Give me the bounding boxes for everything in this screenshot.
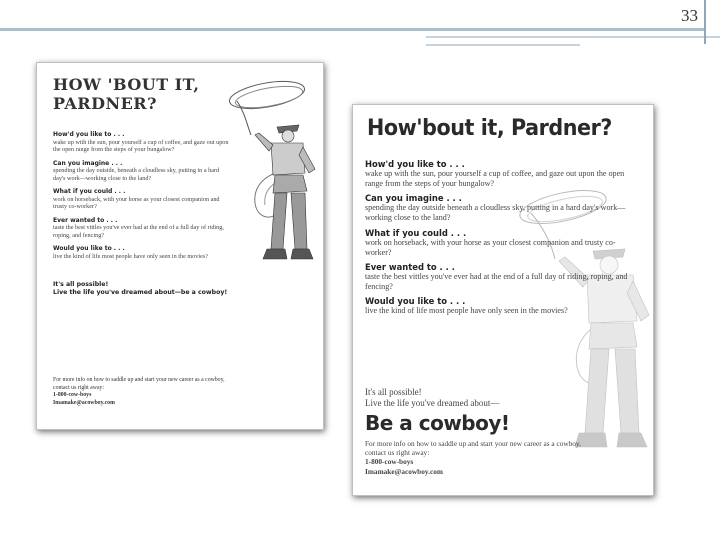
flyer-left-footer-text: For more info on how to saddle up and start your new career as a cowboy, contact us right away: bbox=[53, 377, 225, 391]
flyer-left-q4: Ever wanted to . . . bbox=[53, 216, 118, 224]
flyer-right-a5: live the kind of life most people have only seen in the movies? bbox=[365, 306, 568, 316]
flyer-right-q1: How'd you like to . . . bbox=[365, 159, 465, 169]
flyer-right-q3: What if you could . . . bbox=[365, 227, 467, 238]
header-rule-bottom bbox=[426, 44, 580, 46]
header-rule-top bbox=[0, 28, 706, 31]
flyer-right-cta: Be a cowboy! bbox=[365, 411, 510, 435]
flyer-right-footer-text: For more info on how to saddle up and start your new career as a cowboy, contact us right away: bbox=[365, 439, 581, 458]
flyer-left-q3: What if you could . . . bbox=[53, 188, 126, 195]
flyer-left-q5: Would you like to . . . bbox=[53, 245, 125, 252]
flyer-right-a3: work on horseback, with your horse as your closest companion and trusty co-worker? bbox=[365, 237, 616, 257]
flyer-right-body bbox=[365, 155, 635, 316]
flyer-left bbox=[36, 62, 324, 430]
flyer-right-closing bbox=[365, 387, 565, 409]
flyer-left-email: Imamake@acowboy.com bbox=[53, 399, 115, 406]
flyer-left-body bbox=[53, 125, 233, 260]
flyer-left-a2: spending the day outside, beneath a cloudless sky, putting in a hard day's work—working close to the land? bbox=[53, 167, 220, 182]
flyer-right-q2: Can you imagine . . . bbox=[365, 193, 462, 204]
flyer-right bbox=[352, 104, 654, 496]
header-rule-middle bbox=[426, 36, 720, 38]
flyer-right-phone: 1-800-cow-boys bbox=[365, 457, 414, 467]
flyer-left-phone: 1-800-cow-boys bbox=[53, 392, 92, 398]
flyer-left-title-line1: HOW 'BOUT IT, bbox=[53, 75, 200, 94]
flyer-left-q2: Can you imagine . . . bbox=[53, 159, 123, 167]
flyer-right-title: How'bout it, Pardner? bbox=[367, 115, 612, 141]
flyer-left-a3: work on horseback, with your horse as your closest companion and trusty co-worker? bbox=[53, 195, 220, 210]
flyer-right-email: Imamake@acowboy.com bbox=[365, 466, 443, 476]
flyer-left-footer bbox=[53, 377, 233, 407]
flyer-right-closing-line1: It's all possible! bbox=[365, 387, 422, 397]
flyer-right-footer bbox=[365, 439, 585, 476]
header-vertical-rule bbox=[704, 0, 706, 44]
slide-number: 33 bbox=[681, 6, 698, 25]
flyer-right-a1: wake up with the sun, pour yourself a cup of coffee, and gaze out upon the open range from the steps of your bungalow? bbox=[365, 169, 625, 189]
flyer-left-closing-line2: Live the life you've dreamed about—be a cowboy! bbox=[53, 289, 228, 296]
flyer-right-a4: taste the best vittles you've ever had at the end of a full day of riding, roping, and fencing? bbox=[365, 271, 628, 292]
flyer-right-closing-line2: Live the life you've dreamed about— bbox=[365, 398, 500, 408]
flyer-left-a1: wake up with the sun, pour yourself a cup of coffee, and gaze out upon the open range from the steps of your bungalow? bbox=[53, 138, 229, 153]
flyer-left-closing bbox=[53, 281, 273, 297]
flyer-left-a4: taste the best vittles you've ever had at the end of a full day of riding, roping, and fencing? bbox=[53, 224, 224, 239]
flyer-left-a5: live the kind of life most people have only seen in the movies? bbox=[53, 252, 208, 260]
flyer-right-q5: Would you like to . . . bbox=[365, 296, 466, 307]
flyer-left-closing-line1: It's all possible! bbox=[53, 281, 109, 288]
flyer-right-q4: Ever wanted to . . . bbox=[365, 261, 455, 272]
flyer-right-a2: spending the day outside beneath a cloudless sky, putting in a hard day's work—working close to the land? bbox=[365, 203, 626, 223]
flyer-left-title bbox=[53, 75, 223, 113]
flyer-left-q1: How'd you like to . . . bbox=[53, 131, 125, 138]
flyer-left-title-line2: PARDNER? bbox=[53, 94, 157, 113]
